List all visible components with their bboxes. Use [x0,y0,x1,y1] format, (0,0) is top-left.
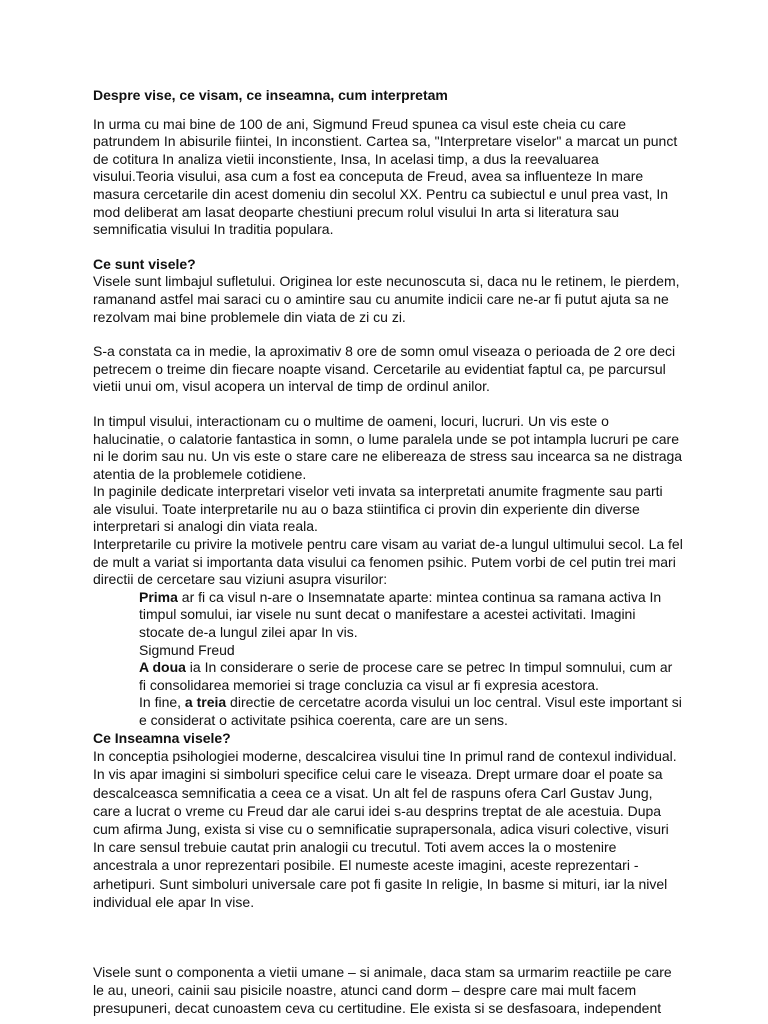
paragraph-gap [93,911,683,963]
list-item-a-doua-label: A doua [139,659,186,676]
paragraph-interpretarile: Interpretarile cu privire la motivele pentru care visam au variat de-a lungul ultimului secol. La fel de mult a variat si importanta data visului ca fenomen psihic. Putem vorbi de cel putin trei mari directii de cercetare sau viziuni asupra visurilor: [93,536,683,588]
paragraph-timpul-visului: In timpul visului, interactionam cu o multime de oameni, locuri, lucruri. Un vis este o halucinatie, o calatorie fantastica in somn, o lume paralela unde se pot intampla lucruri pe care ni le dorim sau nu. Un vis este o stare care ne elibereaza de stress sau incearca sa ne distraga atentia de la problemele cotidiene. [93,412,683,482]
list-item-a-treia-label: a treia [184,694,227,711]
document-body [93,87,683,1018]
paragraph-limbajul-sufletului: Visele sunt limbajul sufletului. Originea lor este necunoscuta si, daca nu le retinem, le pierdem, ramanand astfel mai saraci cu o amintire sau cu anumite indicii care ne-ar fi putut ajuta sa ne rezolvam mai bine problemele din viata de zi cu zi. [93,273,680,325]
paragraph-gap [93,326,683,343]
author-sigmund-freud: Sigmund Freud [139,641,235,658]
document-title: Despre vise, ce visam, ce inseamna, cum interpretam [93,87,448,103]
paragraph-interpretari-vise: In paginile dedicate interpretari viselor veti invata sa interpretati anumite fragmente sau parti ale visului. Toate interpretarile nu au o baza stiintifica ci provin din experiente din diverse interpretari si analogi din viata reala. [93,483,663,535]
section-heading-ce-sunt-visele: Ce sunt visele? [93,255,196,272]
list-item-a-treia-prefix: In fine, [139,694,185,711]
section-heading-ce-inseamna-visele: Ce Inseamna visele? [93,729,231,746]
paragraph-ore-de-somn: S-a constata ca in medie, la aproximativ 8 ore de somn omul viseaza o perioada de 2 ore deci petrecem o treime din fiecare noapte visand. Cercetarile au evidentiat faptul ca, pe parcursul vietii unui om, visul acopera un interval de timp de ordinul anilor. [93,343,676,395]
paragraph-gap [93,396,683,413]
paragraph-componenta-vietii: Visele sunt o componenta a vietii umane – si animale, daca stam sa urmarim reactiile pe care le au, uneori, cainii sau pisicile noastre, atunci cand dorm – despre care mai mult facem presupuneri, decat cunoastem ceva cu certitudine. Ele exista si se desfasoara, independent [93,964,672,1017]
list-item-a-doua [93,659,683,694]
list-item-a-doua-text: ia In considerare o serie de procese care se petrec In timpul somnului, cum ar fi consolidarea memoriei si trage concluzia ca visul ar fi expresia acestora. [139,659,673,693]
intro-paragraph: In urma cu mai bine de 100 de ani, Sigmund Freud spunea ca visul este cheia cu care patrundem In abisurile fiintei, In inconstient. Cartea sa, "Interpretare viselor" a marcat un punct de cotitura In analiza vietii inconstiente, Insa, In acelasi timp, a dus la reevaluarea visului.Teoria visului, asa cum a fost ea conceputa de Freud, avea sa influenteze In mare masura cercetarile din acest domeniu din secolul XX. Pentru ca subiectul e unul prea vast, In mod deliberat am lasat deoparte chestiuni precum rolul visului In arta si literatura sau semnificatia visului In traditia populara. [93,115,678,238]
list-item-prima-text: ar fi ca visul n-are o Insemnatate aparte: mintea continua sa ramana activa In timpul somului, iar visele nu sunt decat o manifestare a acestei activitati. Imagini stocate de-a lungul zilei apar In vis. [139,588,662,641]
list-item-a-treia-text: directie de cercetatre acorda visului un loc central. Visul este important si e considerat o activitate psihica coerenta, care are un sens. [139,694,682,728]
list-item-a-treia [93,694,683,729]
list-item-prima [93,589,683,642]
list-item-prima-label: Prima [139,588,178,605]
paragraph-gap [93,239,683,256]
paragraph-conceptia-psihologiei: In conceptia psihologiei moderne, descalcirea visului tine In primul rand de contexul individual. In vis apar imagini si simboluri specifice celui care le viseaza. Drept urmare doar el poate sa descalceasca semnificatia a ceea ce a visat. Un alt fel de raspuns ofera Carl Gustav Jung, care a lucrat o vreme cu Freud dar ale carui idei s-au desprins treptat de ale acestuia. Dupa cum afirma Jung, exista si vise cu o semnificatie suprapersonala, adica visuri colective, visuri In care sensul trebuie cautat prin analogii cu trecutul. Toti avem acces la o mostenire ancestrala a unor reprezentari posibile. El numeste aceste imagini, aceste reprezentari - arhetipuri. Sunt simboluri universale care pot fi gasite In religie, In basme si mituri, iar la nivel individual ele apar In vise. [93,748,677,910]
